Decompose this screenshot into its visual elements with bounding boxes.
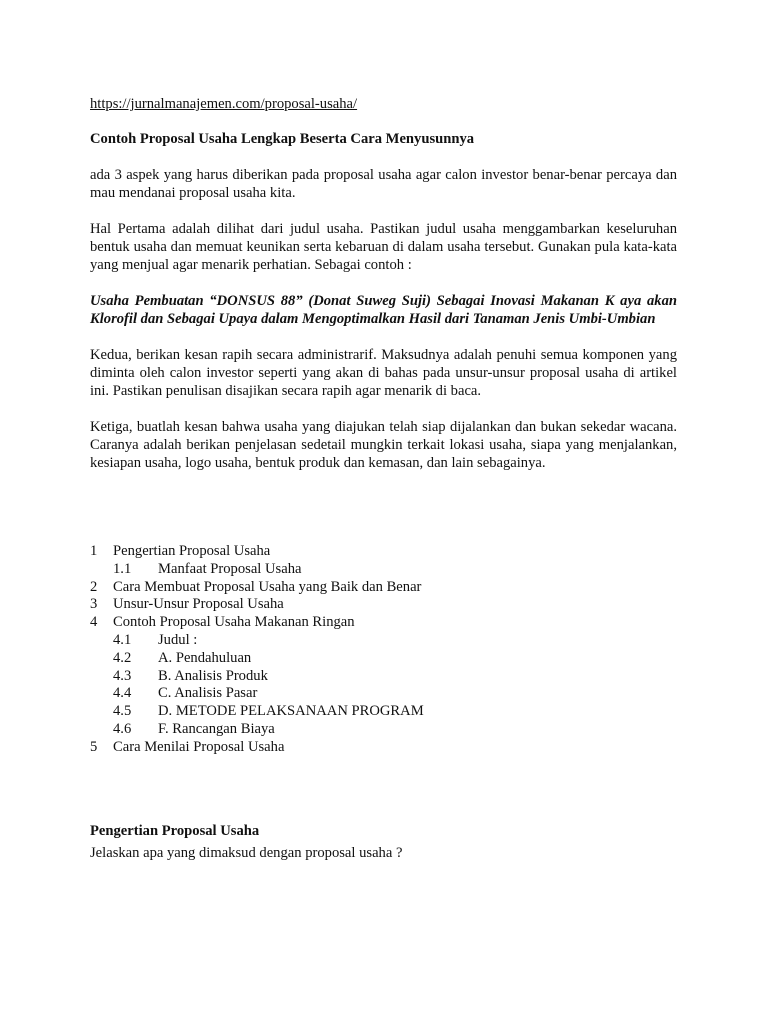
toc-item[interactable]: [90, 649, 677, 667]
toc-label: B. Analisis Produk: [158, 667, 268, 684]
toc-item[interactable]: [90, 542, 677, 560]
toc-label: F. Rancangan Biaya: [158, 720, 275, 737]
toc-number: 4.3: [113, 667, 132, 684]
source-link[interactable]: https://jurnalmanajemen.com/proposal-usaha/: [90, 96, 358, 112]
document-title: Contoh Proposal Usaha Lengkap Beserta Cara Menyusunnya: [90, 131, 475, 147]
intro-paragraph: ada 3 aspek yang harus diberikan pada proposal usaha agar calon investor benar-benar percaya dan mau mendanai proposal usaha kita.: [90, 167, 677, 201]
toc-number: 4.2: [113, 649, 132, 666]
third-aspect-paragraph: Ketiga, buatlah kesan bahwa usaha yang diajukan telah siap dijalankan dan bukan sekedar wacana. Caranya adalah berikan penjelasan sedetail mungkin terkait lokasi usaha, siapa yang menjalankan, kesiapan usaha, logo usaha, bentuk produk dan kemasan, dan lain sebagainya.: [90, 419, 677, 471]
first-aspect-paragraph: Hal Pertama adalah dilihat dari judul usaha. Pastikan judul usaha menggambarkan keseluruhan bentuk usaha dan memuat keunikan serta kebaruan di dalam usaha tersebut. Gunakan pula kata-kata yang menjual agar menarik perhatian. Sebagai contoh :: [90, 221, 677, 273]
toc-number: 4.5: [113, 703, 132, 720]
toc-number: 1: [90, 543, 98, 559]
toc-label: A. Pendahuluan: [158, 649, 252, 666]
section-heading: Pengertian Proposal Usaha: [90, 823, 260, 839]
second-aspect-paragraph: Kedua, berikan kesan rapih secara administrarif. Maksudnya adalah penuhi semua komponen yang diminta oleh calon investor seperti yang akan di bahas pada unsur-unsur proposal usaha di artikel ini. Pastikan penulisan disajikan secara rapih agar menarik di baca.: [90, 347, 677, 399]
toc-label: C. Analisis Pasar: [158, 685, 258, 702]
toc-number: 4.6: [113, 720, 132, 737]
toc-item[interactable]: [90, 613, 677, 631]
toc-item[interactable]: [90, 684, 677, 702]
toc-item[interactable]: [90, 738, 677, 756]
toc-item[interactable]: [90, 560, 677, 578]
toc-label: Contoh Proposal Usaha Makanan Ringan: [113, 614, 355, 631]
toc-number: 4.1: [113, 631, 132, 648]
toc-label: Cara Membuat Proposal Usaha yang Baik dan Benar: [113, 578, 422, 595]
toc-number: 3: [90, 596, 98, 613]
toc-number: 4: [90, 614, 98, 631]
section-question: Jelaskan apa yang dimaksud dengan proposal usaha ?: [90, 845, 403, 861]
toc-item[interactable]: [90, 631, 677, 649]
toc-label: Manfaat Proposal Usaha: [158, 560, 302, 577]
table-of-contents: [90, 542, 677, 756]
toc-item[interactable]: [90, 578, 677, 596]
toc-number: 5: [90, 738, 98, 755]
toc-number: 2: [90, 578, 98, 595]
example-title: Usaha Pembuatan “DONSUS 88” (Donat Suweg Suji) Sebagai Inovasi Makanan K aya akan Klorofil dan Sebagai Upaya dalam Mengoptimalkan Hasil dari Tanaman Jenis Umbi-Umbian: [90, 293, 677, 327]
toc-label: Unsur-Unsur Proposal Usaha: [113, 596, 284, 613]
toc-item[interactable]: [90, 720, 677, 738]
toc-label: Cara Menilai Proposal Usaha: [113, 738, 285, 755]
toc-number: 4.4: [113, 685, 132, 702]
toc-label: Pengertian Proposal Usaha: [113, 543, 271, 559]
toc-item[interactable]: [90, 595, 677, 613]
toc-label: Judul :: [158, 631, 198, 648]
toc-label: D. METODE PELAKSANAAN PROGRAM: [158, 703, 424, 720]
toc-number: 1.1: [113, 560, 132, 577]
toc-item[interactable]: [90, 667, 677, 685]
toc-item[interactable]: [90, 702, 677, 720]
